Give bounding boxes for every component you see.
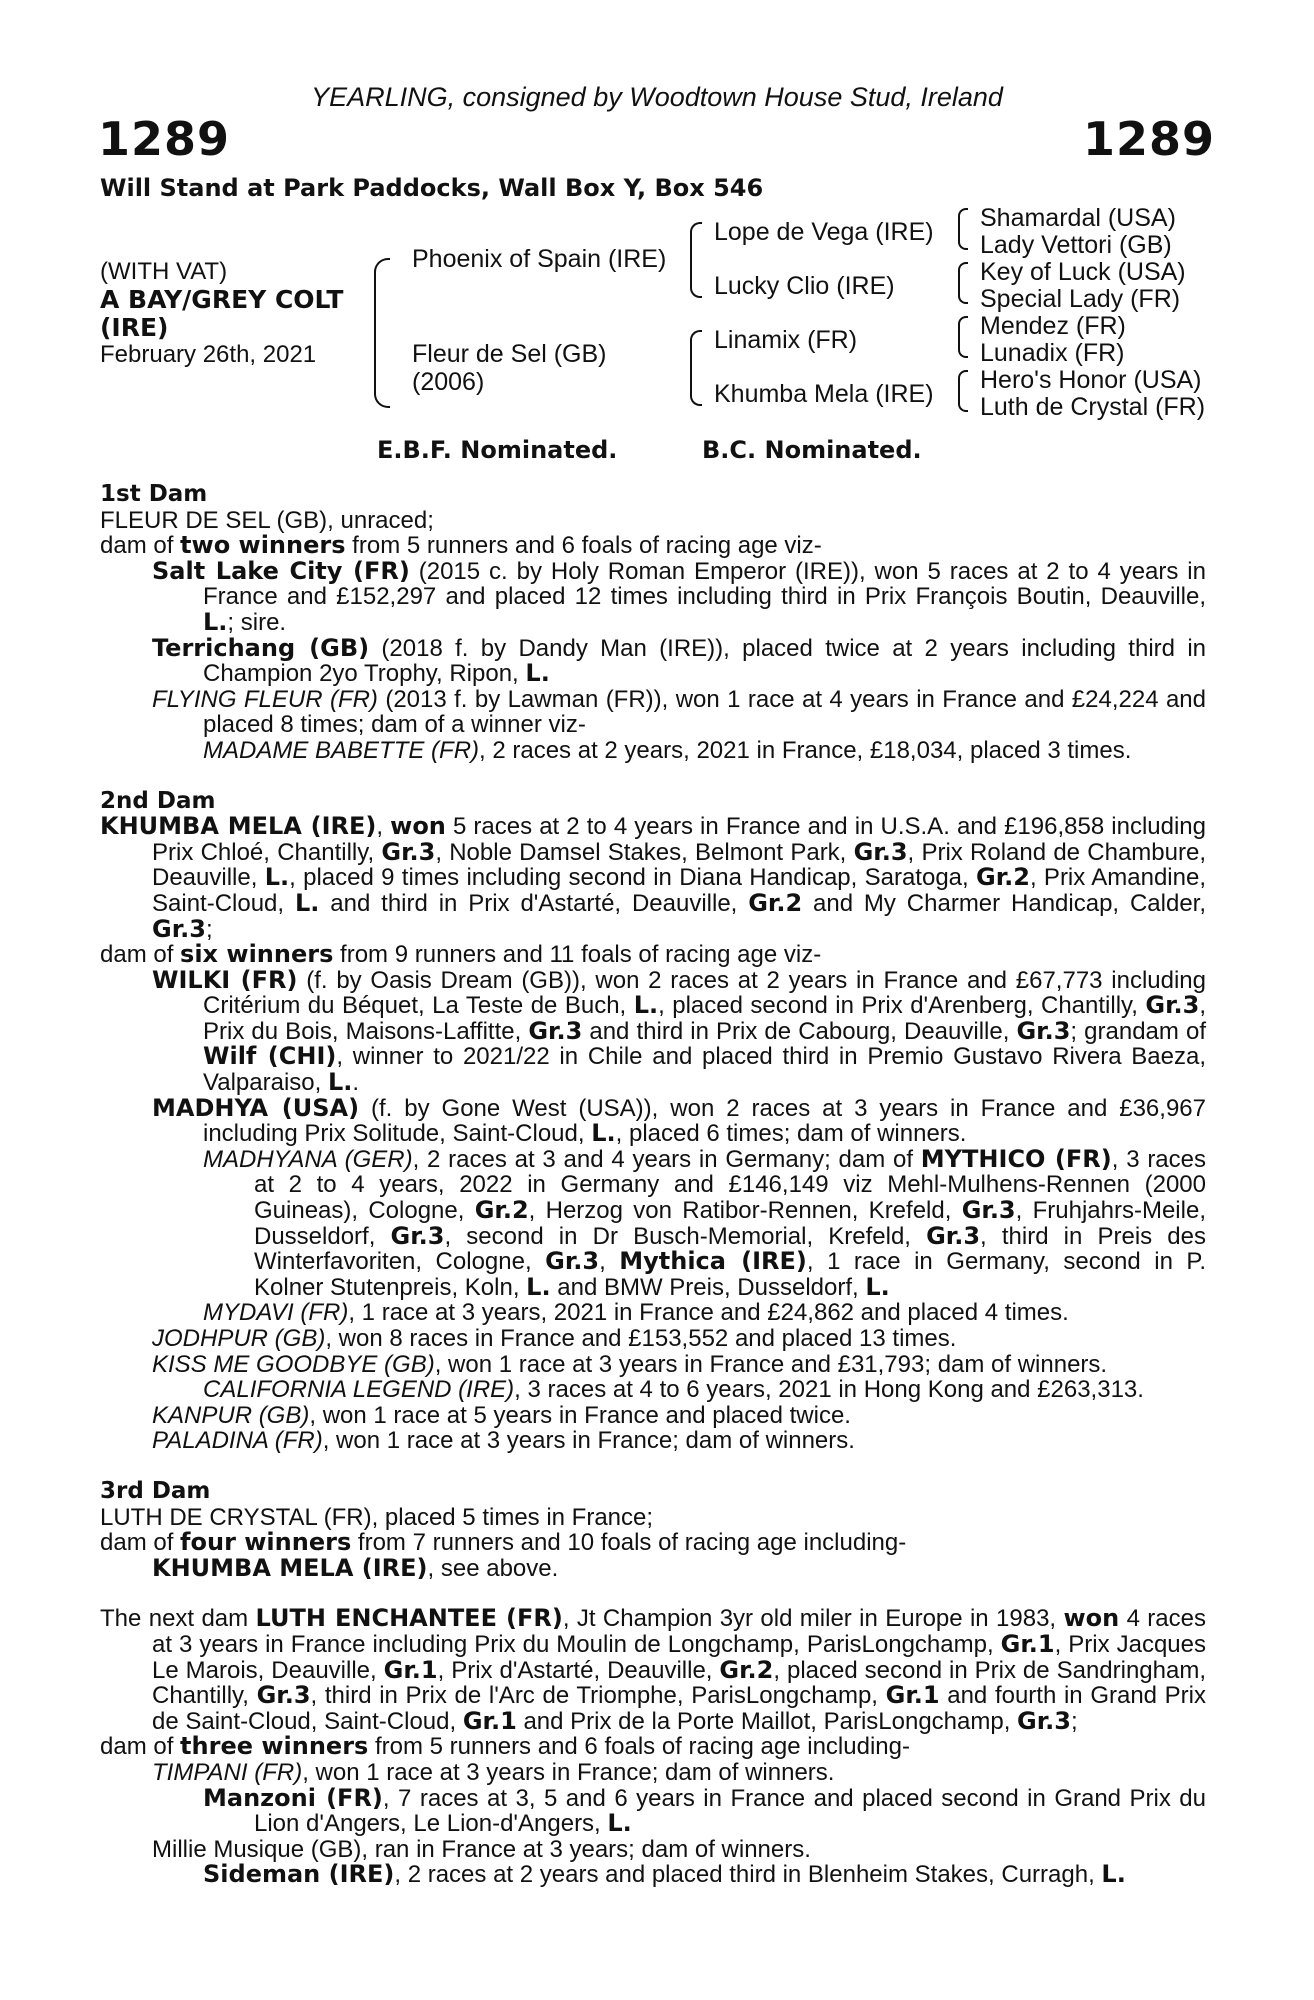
ebf-nomination: E.B.F. Nominated. (377, 436, 618, 464)
pedigree-dam-dam: Khumba Mela (IRE) (714, 380, 934, 408)
pedigree-dam: Fleur de Sel (GB) (412, 340, 607, 368)
produce-kiss-me-goodbye: KISS ME GOODBYE (GB), won 1 race at 3 years in France and £31,793; dam of winners. (152, 1350, 1108, 1378)
catalogue-body (100, 482, 1206, 1888)
produce-california-legend: CALIFORNIA LEGEND (IRE), 3 races at 4 to 6 years, 2021 in Hong Kong and £263,313. (203, 1376, 1144, 1404)
produce-sideman: Sideman (IRE), 2 races at 2 years and placed third in Blenheim Stakes, Curragh, L. (203, 1860, 1126, 1889)
section-third-dam: 3rd Dam (100, 1477, 211, 1504)
pedigree-sire-sire: Lope de Vega (IRE) (714, 218, 934, 246)
foaling-date: February 26th, 2021 (100, 341, 317, 368)
second-dam-produce: dam of six winners from 9 runners and 11 foals of racing age viz- (100, 940, 822, 969)
produce-khumba-mela: KHUMBA MELA (IRE), see above. (152, 1553, 559, 1582)
produce-manzoni: Manzoni (FR), 7 races at 3, 5 and 6 years in France and placed second in Grand Prix du Lion d'Angers, Le Lion-d'Angers, L. (203, 1783, 1206, 1838)
pedigree-sire-dam: Lucky Clio (IRE) (714, 272, 895, 300)
bc-nomination: B.C. Nominated. (702, 436, 922, 464)
section-second-dam: 2nd Dam (100, 787, 216, 814)
subject-name-line2: (IRE) (100, 313, 169, 342)
pedigree-ssd: Lady Vettori (GB) (980, 231, 1172, 259)
next-dam-desc: The next dam LUTH ENCHANTEE (FR), Jt Champion 3yr old miler in Europe in 1983, won 4 races at 3 years in France including Prix du Moulin de Longchamp, ParisLongchamp, Gr.1, Prix Jacques Le Marois, Deauville, Gr.1, Prix d'Astarté, Deauville, Gr.2, placed second in Prix de Sandringham, Chantilly, Gr.3, third in Prix de l'Arc de Triomphe, ParisLongchamp, Gr.1 and fourth in Grand Prix de Saint-Cloud, Saint-Cloud, Gr.1 and Prix de la Porte Maillot, ParisLongchamp, Gr.3; (100, 1604, 1207, 1735)
pedigree-sss: Shamardal (USA) (980, 204, 1176, 232)
second-dam-desc: KHUMBA MELA (IRE), won 5 races at 2 to 4 years in France and in U.S.A. and £196,858 including Prix Chloé, Chantilly, Gr.3, Noble Damsel Stakes, Belmont Park, Gr.3, Prix Roland de Chambure, Deauville, L., placed 9 times including second in Diana Handicap, Saratoga, Gr.2, Prix Amandine, Saint-Cloud, L. and third in Prix d'Astarté, Deauville, Gr.2 and My Charmer Handicap, Calder, Gr.3; (100, 812, 1207, 943)
pedigree-sdd: Special Lady (FR) (980, 285, 1181, 313)
produce-wilki: WILKI (FR) (f. by Oasis Dream (GB)), won 2 races at 2 years in France and £67,773 including Critérium du Béquet, La Teste de Buch, L., placed second in Prix d'Arenberg, Chantilly, Gr.3, Prix du Bois, Maisons-Laffitte, Gr.3 and third in Prix de Cabourg, Deauville, Gr.3; grandam of Wilf (CHI), winner to 2021/22 in Chile and placed third in Premio Gustavo Rivera Baeza, Valparaiso, L.. (152, 965, 1207, 1097)
pedigree-dds: Hero's Honor (USA) (980, 366, 1202, 394)
brace-ss (958, 208, 968, 250)
produce-millie-musique: Millie Musique (GB), ran in France at 3 years; dam of winners. (152, 1835, 811, 1863)
produce-mydavi: MYDAVI (FR), 1 race at 3 years, 2021 in France and £24,862 and placed 4 times. (203, 1299, 1069, 1327)
lot-number-left: 1289 (98, 112, 231, 166)
brace-main (374, 258, 390, 408)
pedigree-dam-sire: Linamix (FR) (714, 326, 858, 354)
subject-name-line1: A BAY/GREY COLT (100, 285, 344, 314)
pedigree-sire: Phoenix of Spain (IRE) (412, 245, 667, 273)
brace-ds (958, 316, 968, 358)
next-dam-produce: dam of three winners from 5 runners and 6 foals of racing age including- (100, 1732, 910, 1761)
pedigree-ddd: Luth de Crystal (FR) (980, 393, 1206, 421)
produce-kanpur: KANPUR (GB), won 1 race at 5 years in France and placed twice. (152, 1401, 851, 1429)
pedigree-sds: Key of Luck (USA) (980, 258, 1186, 286)
third-dam-desc: LUTH DE CRYSTAL (FR), placed 5 times in France; (100, 1503, 654, 1531)
lot-number-right: 1289 (1082, 112, 1215, 166)
pedigree-dam-year: (2006) (412, 368, 485, 396)
produce-jodhpur: JODHPUR (GB), won 8 races in France and £153,552 and placed 13 times. (152, 1325, 957, 1352)
produce-madhyana: MADHYANA (GER), 2 races at 3 and 4 years in Germany; dam of MYTHICO (FR), 3 races at 2 to 4 years, 2022 in Germany and £146,149 viz Mehl-Mulhens-Rennen (2000 Guineas), Cologne, Gr.2, Herzog von Ratibor-Rennen, Krefeld, Gr.3, Fruhjahrs-Meile, Dusseldorf, Gr.3, second in Dr Busch-Memorial, Krefeld, Gr.3, third in Preis des Winterfavoriten, Cologne, Gr.3, Mythica (IRE), 1 race in Germany, second in P. Kolner Stutenpreis, Koln, L. and BMW Preis, Dusseldorf, L. (203, 1144, 1207, 1301)
produce-madame-babette: MADAME BABETTE (FR), 2 races at 2 years, 2021 in France, £18,034, placed 3 times. (203, 736, 1132, 764)
first-dam-desc: FLEUR DE SEL (GB), unraced; (100, 506, 434, 534)
produce-flying-fleur: FLYING FLEUR (FR) (2013 f. by Lawman (FR)), won 1 race at 4 years in France and £24,224 and placed 8 times; dam of a winner viz- (152, 685, 1206, 739)
brace-dam (690, 330, 702, 406)
pedigree-dsd: Lunadix (FR) (980, 339, 1125, 367)
produce-terrichang: Terrichang (GB) (2018 f. by Dandy Man (IRE)), placed twice at 2 years including third in Champion 2yo Trophy, Ripon, L. (152, 633, 1206, 688)
first-dam-produce: dam of two winners from 5 runners and 6 foals of racing age viz- (100, 531, 822, 560)
produce-paladina: PALADINA (FR), won 1 race at 3 years in France; dam of winners. (152, 1427, 855, 1455)
brace-sire (690, 222, 702, 298)
produce-madhya: MADHYA (USA) (f. by Gone West (USA)), won 2 races at 3 years in France and £36,967 including Prix Solitude, Saint-Cloud, L., placed 6 times; dam of winners. (152, 1093, 1206, 1148)
vat-note: (WITH VAT) (100, 258, 228, 285)
produce-timpani: TIMPANI (FR), won 1 race at 3 years in France; dam of winners. (152, 1758, 835, 1786)
brace-dd (958, 370, 968, 412)
section-first-dam: 1st Dam (100, 481, 208, 507)
third-dam-produce: dam of four winners from 7 runners and 10 foals of racing age including- (100, 1528, 907, 1557)
brace-sd (958, 262, 968, 304)
produce-salt-lake-city: Salt Lake City (FR) (2015 c. by Holy Roman Emperor (IRE)), won 5 races at 2 to 4 years in France and £152,297 and placed 12 times including third in Prix François Boutin, Deauville, L.; sire. (152, 556, 1206, 636)
consignor-line: YEARLING, consigned by Woodtown House Stud, Ireland (311, 82, 1003, 112)
pedigree-dss: Mendez (FR) (980, 312, 1126, 340)
stand-location: Will Stand at Park Paddocks, Wall Box Y, Box 546 (100, 174, 764, 202)
